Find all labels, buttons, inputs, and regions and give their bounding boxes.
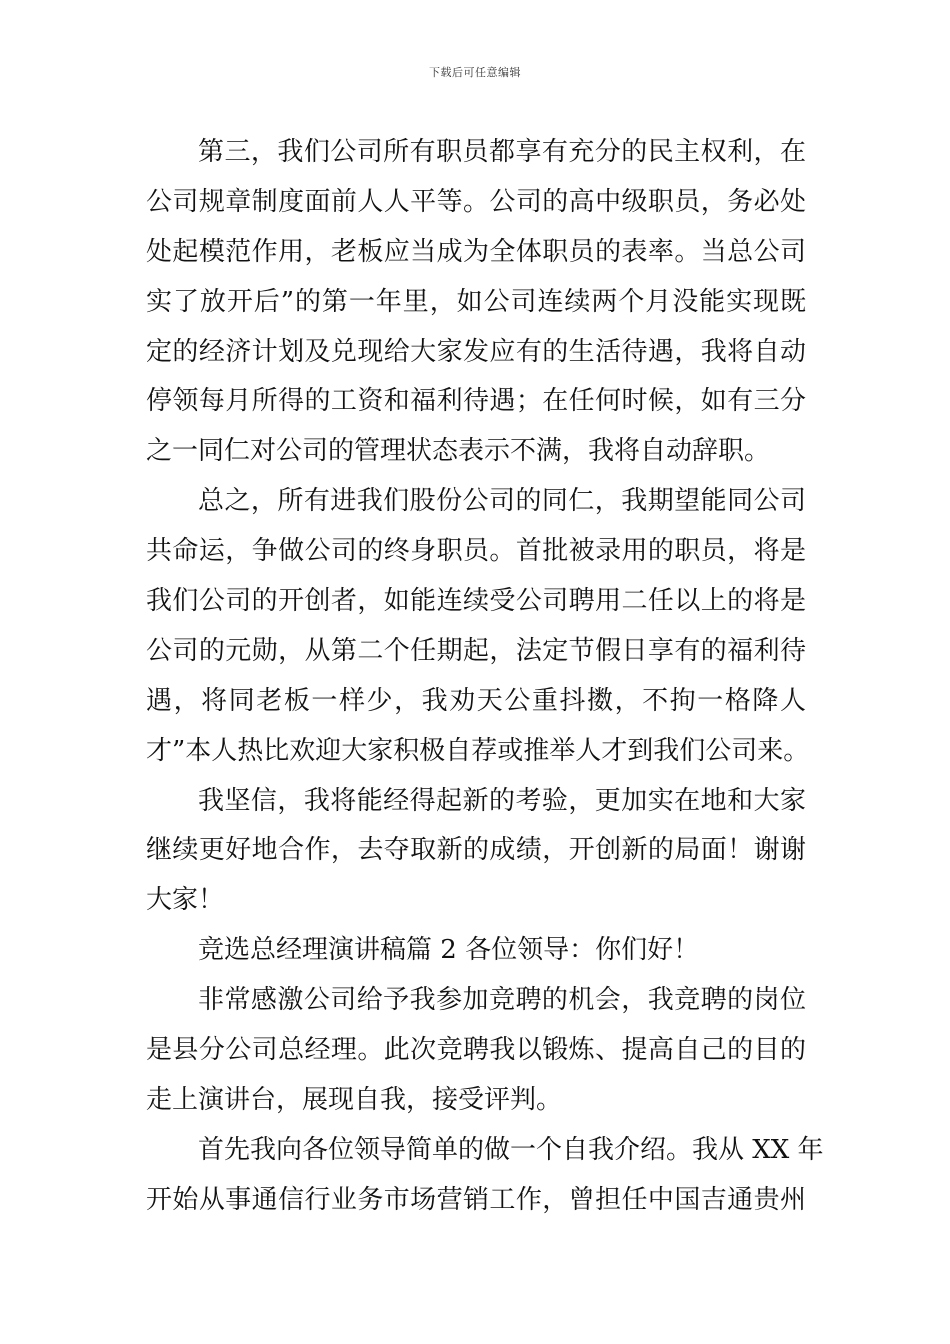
text-line: 公司规章制度面前人人平等。公司的高中级职员，务必处 bbox=[146, 186, 806, 217]
text-line: 开始从事通信行业务市场营销工作，曾担任中国吉通贵州 bbox=[146, 1184, 806, 1215]
text-line: 大家！ bbox=[146, 885, 225, 916]
paragraph-third-point bbox=[146, 128, 806, 477]
text-line: 继续更好地合作，去夺取新的成绩，开创新的局面！谢谢 bbox=[146, 835, 806, 866]
text-line: 我们公司的开创者，如能连续受公司聘用二任以上的将是 bbox=[146, 586, 806, 617]
paragraph-conviction bbox=[146, 777, 806, 927]
document-body bbox=[146, 128, 824, 1226]
paragraph-summary bbox=[146, 477, 810, 776]
text-line: 共命运，争做公司的终身职员。首批被录用的职员，将是 bbox=[146, 536, 806, 567]
text-line: 公司的元勋，从第二个任期起，法定节假日享有的福利待 bbox=[146, 635, 806, 666]
text-line: 遇，将同老板一样少，我劝天公重抖擞，不拘一格降人 bbox=[146, 685, 806, 716]
paragraph-gratitude bbox=[146, 976, 806, 1126]
paragraph-speech-2-heading bbox=[146, 926, 806, 976]
page-header: 下载后可任意编辑 bbox=[429, 66, 521, 79]
text-line: 定的经济计划及兑现给大家发应有的生活待遇，我将自动 bbox=[146, 336, 806, 367]
text-line: 我坚信，我将能经得起新的考验，更加实在地和大家 bbox=[198, 785, 806, 816]
text-line: 非常感激公司给予我参加竞聘的机会，我竞聘的岗位 bbox=[198, 985, 806, 1016]
text-line: 是县分公司总经理。此次竞聘我以锻炼、提高自己的目的 bbox=[146, 1035, 806, 1066]
text-line: 实了放开后”的第一年里，如公司连续两个月没能实现既 bbox=[146, 286, 806, 317]
text-line: 第三，我们公司所有职员都享有充分的民主权利，在 bbox=[198, 137, 806, 167]
text-line: 处起模范作用，老板应当成为全体职员的表率。当总公司 bbox=[146, 236, 806, 267]
text-line: 总之，所有进我们股份公司的同仁，我期望能同公司 bbox=[198, 486, 806, 517]
text-line: 之一同仁对公司的管理状态表示不满，我将自动辞职。 bbox=[146, 436, 771, 467]
text-line: 竞选总经理演讲稿篇 2 各位领导：你们好！ bbox=[198, 935, 700, 966]
text-line: 走上演讲台，展现自我，接受评判。 bbox=[146, 1084, 563, 1115]
text-line: 才”本人热比欢迎大家积极自荐或推举人才到我们公司来。 bbox=[146, 735, 810, 766]
text-line: 首先我向各位领导简单的做一个自我介绍。我从 XX 年 bbox=[198, 1134, 824, 1165]
text-line: 停领每月所得的工资和福利待遇；在任何时候，如有三分 bbox=[146, 386, 806, 417]
paragraph-self-introduction bbox=[146, 1126, 824, 1226]
